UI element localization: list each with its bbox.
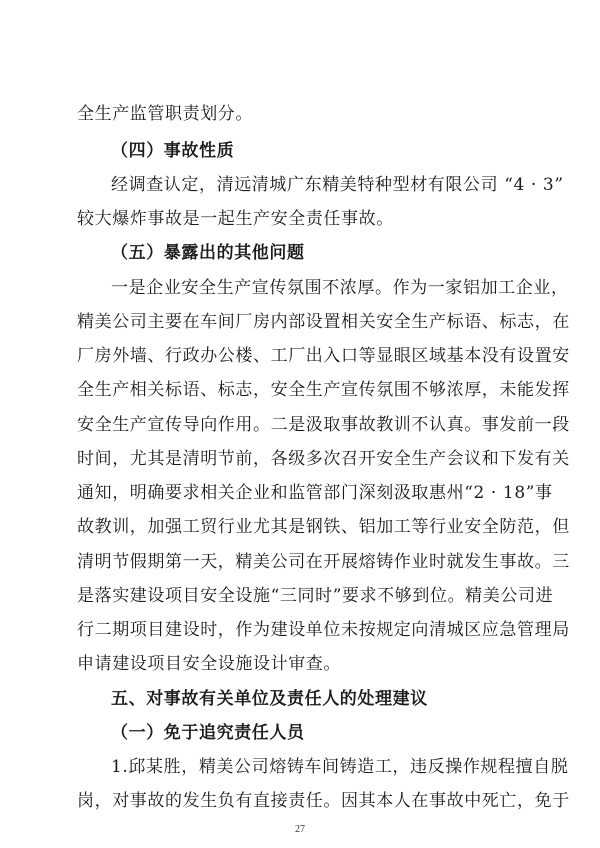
paragraph-line: 是落实建设项目安全设施“三同时”要求不够到位。精美公司进: [77, 586, 554, 606]
paragraph-line: 通知，明确要求相关企业和监管部门深刻汲取惠州“2 · 18”事: [77, 483, 553, 503]
section-heading-exempt: （一）免于追究责任人员: [111, 723, 305, 743]
paragraph-line: 时间，尤其是清明节前，各级多次召开安全生产会议和下发有关: [77, 449, 570, 469]
chapter-heading: 五、对事故有关单位及责任人的处理建议: [111, 689, 428, 709]
paragraph-line: 1.邱某胜，精美公司熔铸车间铸造工，违反操作规程擅自脱: [111, 757, 569, 777]
paragraph-line: 安全生产宣传导向作用。二是汲取事故教训不认真。事发前一段: [77, 415, 570, 435]
paragraph-line: 全生产监管职责划分。: [77, 104, 253, 124]
section-heading-issues: （五）暴露出的其他问题: [111, 243, 305, 263]
section-heading-nature: （四）事故性质: [111, 141, 235, 161]
page-number: 27: [295, 824, 305, 835]
paragraph-line: 全生产相关标语、标志，安全生产宣传氛围不够浓厚，未能发挥: [77, 380, 570, 400]
paragraph-line: 厂房外墙、行政办公楼、工厂出入口等显眼区域基本没有设置安: [77, 346, 570, 366]
paragraph-line: 精美公司主要在车间厂房内部设置相关安全生产标语、标志，在: [77, 312, 570, 332]
paragraph-line: 清明节假期第一天，精美公司在开展熔铸作业时就发生事故。三: [77, 552, 570, 572]
paragraph-line: 一是企业安全生产宣传氛围不浓厚。作为一家铝加工企业，: [111, 278, 569, 298]
paragraph-line: 经调查认定，清远清城广东精美特种型材有限公司 “4 · 3”: [111, 175, 564, 195]
paragraph-line: 岗，对事故的发生负有直接责任。因其本人在事故中死亡，免于: [77, 791, 570, 811]
paragraph-line: 故教训，加强工贸行业尤其是钢铁、铝加工等行业安全防范，但: [77, 517, 570, 537]
paragraph-line: 申请建设项目安全设施设计审查。: [77, 654, 341, 674]
paragraph-line: 较大爆炸事故是一起生产安全责任事故。: [77, 209, 394, 229]
paragraph-line: 行二期项目建设时，作为建设单位未按规定向清城区应急管理局: [77, 620, 570, 640]
